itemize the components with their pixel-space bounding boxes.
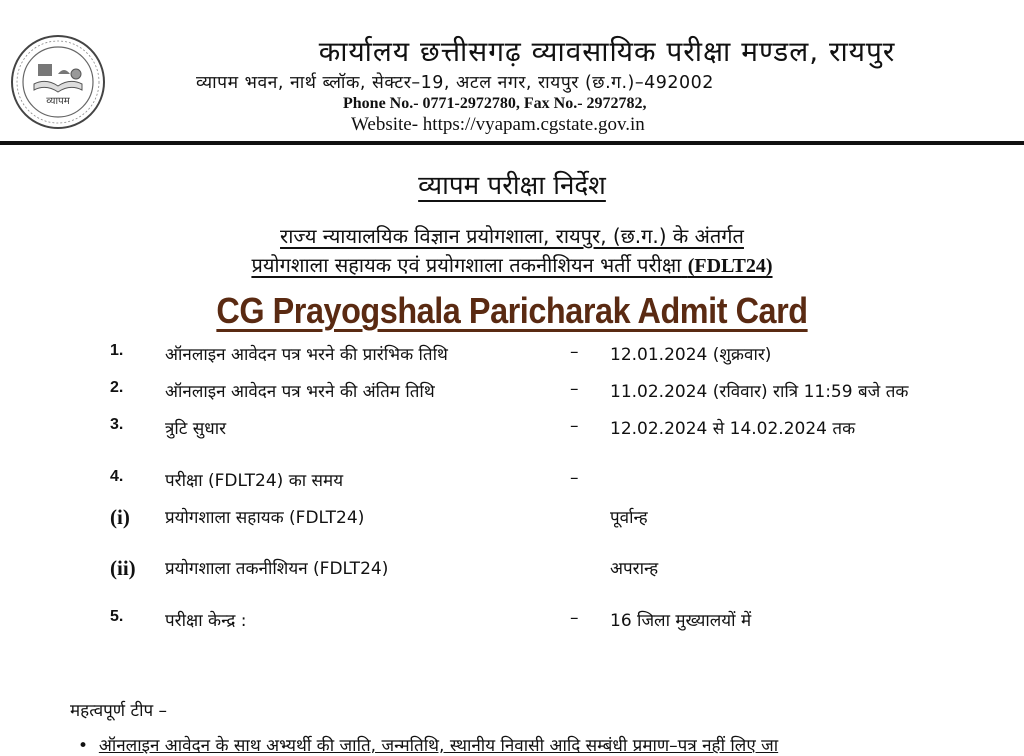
row-label: त्रुटि सुधार xyxy=(165,419,227,439)
row-number: (ii) xyxy=(110,556,136,580)
row-dash: – xyxy=(570,468,579,488)
important-note-title: महत्वपूर्ण टीप – xyxy=(70,701,168,721)
header-divider xyxy=(0,141,1024,145)
bullet-icon: • xyxy=(78,736,89,756)
row-number: (i) xyxy=(110,505,130,529)
row-label: ऑनलाइन आवेदन पत्र भरने की अंतिम तिथि xyxy=(165,382,435,402)
row-value: 16 जिला मुख्यालयों में xyxy=(610,611,752,631)
office-title: कार्यालय छत्तीसगढ़ व्यावसायिक परीक्षा मण्डल, रायपुर xyxy=(318,35,896,68)
row-dash: – xyxy=(570,342,579,362)
row-number: 1. xyxy=(110,342,124,359)
row-dash: – xyxy=(570,379,579,399)
office-address: व्यापम भवन, नार्थ ब्लॉक, सेक्टर–19, अटल नगर, रायपुर (छ.ग.)–492002 xyxy=(196,73,714,93)
note-bullet: • ऑनलाइन आवेदन के साथ अभ्यर्थी की जाति, जन्मतिथि, स्थानीय निवासी आदि सम्बंधी प्रमाण–पत्र नहीं लिए जा xyxy=(78,736,779,756)
row-label: ऑनलाइन आवेदन पत्र भरने की प्रारंभिक तिथि xyxy=(165,345,448,365)
row-label: परीक्षा केन्द्र : xyxy=(165,611,247,631)
row-number: 2. xyxy=(110,379,124,396)
row-number: 5. xyxy=(110,608,124,625)
row-label: प्रयोगशाला तकनीशियन (FDLT24) xyxy=(165,559,389,579)
row-value: अपरान्ह xyxy=(610,559,659,579)
row-value: 12.01.2024 (शुक्रवार) xyxy=(610,345,772,365)
subheading-line1: राज्य न्यायालयिक विज्ञान प्रयोगशाला, रायपुर, (छ.ग.) के अंतर्गत xyxy=(280,224,744,248)
row-dash: – xyxy=(570,608,579,628)
row-dash: – xyxy=(570,416,579,436)
row-label: प्रयोगशाला सहायक (FDLT24) xyxy=(165,508,365,528)
row-label: परीक्षा (FDLT24) का समय xyxy=(165,471,344,491)
row-value: 12.02.2024 से 14.02.2024 तक xyxy=(610,419,856,439)
row-number: 4. xyxy=(110,468,124,485)
contact-numbers: Phone No.- 0771-2972780, Fax No.- 2972782, xyxy=(343,95,647,112)
row-value: पूर्वान्ह xyxy=(610,508,648,528)
website-link[interactable]: Website- https://vyapam.cgstate.gov.in xyxy=(351,114,645,135)
admit-card-banner: CG Prayogshala Paricharak Admit Card xyxy=(216,290,808,331)
subheading-line2: प्रयोगशाला सहायक एवं प्रयोगशाला तकनीशियन भर्ती परीक्षा (FDLT24) xyxy=(251,253,773,277)
exam-code: (FDLT24) xyxy=(687,255,773,277)
row-number: 3. xyxy=(110,416,124,433)
document-heading: व्यापम परीक्षा निर्देश xyxy=(418,171,606,201)
svg-text:व्यापम: व्यापम xyxy=(46,96,70,107)
row-value: 11.02.2024 (रविवार) रात्रि 11:59 बजे तक xyxy=(610,382,909,402)
